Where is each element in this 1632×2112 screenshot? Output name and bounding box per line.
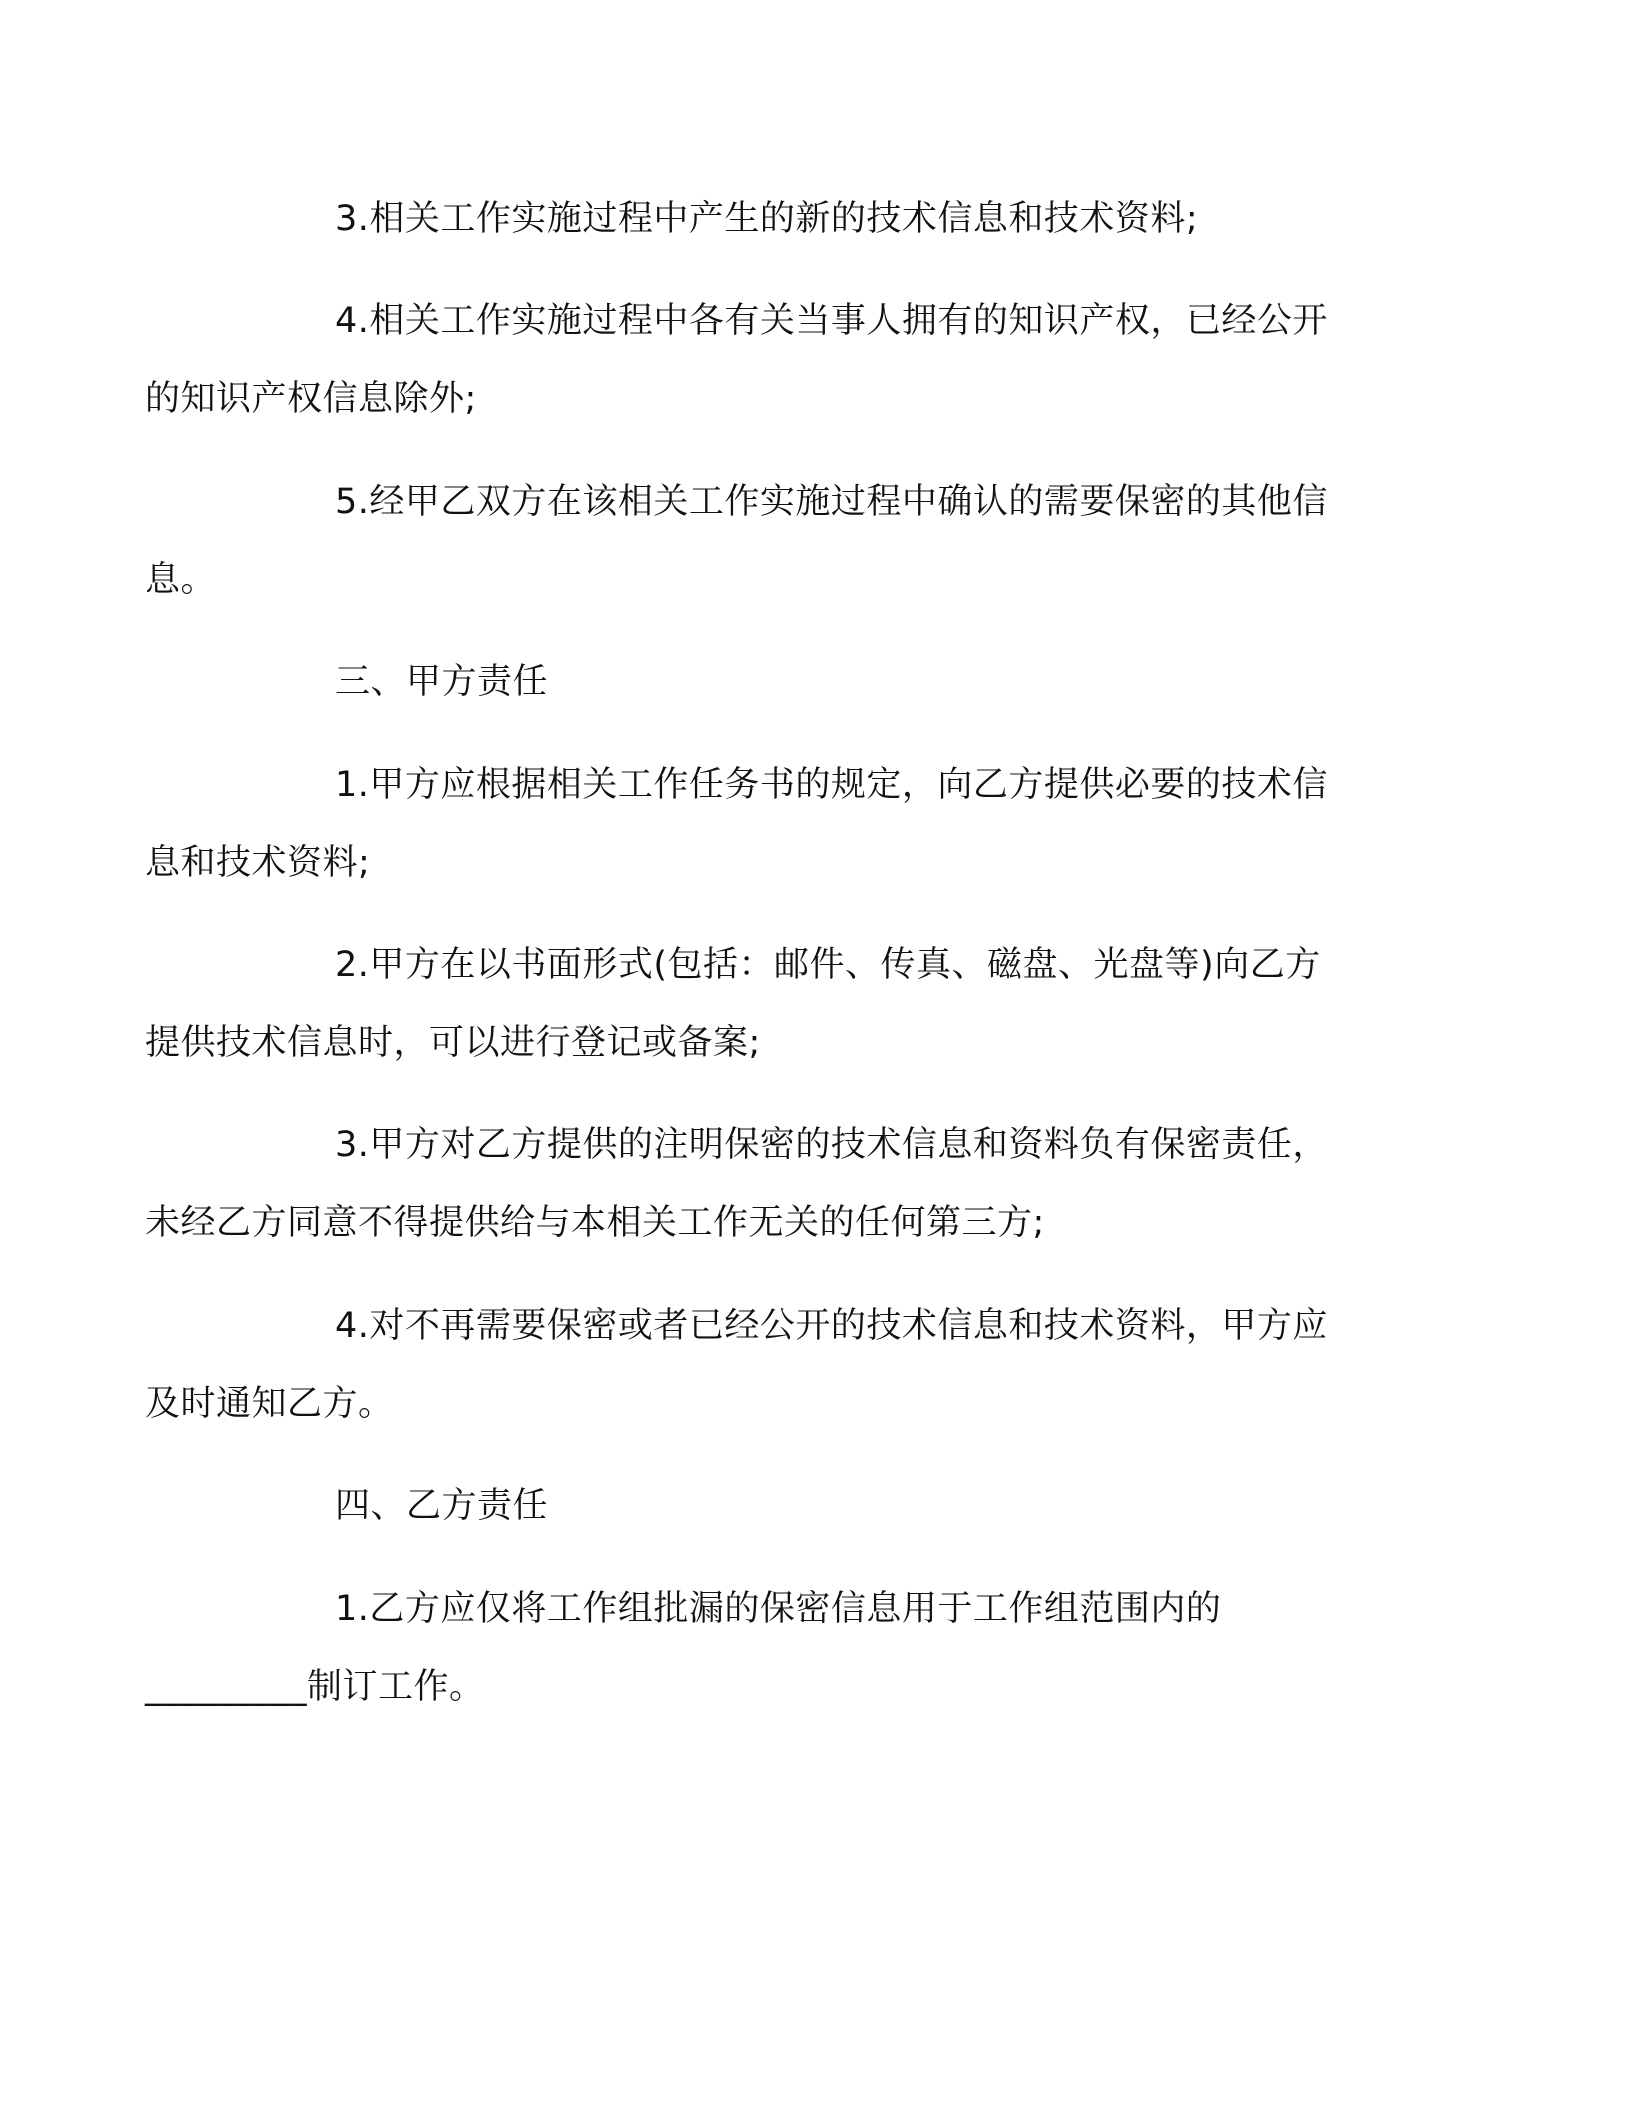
- text-line: 1.甲方应根据相关工作任务书的规定，向乙方提供必要的技术信: [335, 765, 1328, 805]
- text-line: 息和技术资料;: [145, 843, 371, 883]
- paragraph-b-1: [145, 1570, 1370, 1726]
- text-line: 4.对不再需要保密或者已经公开的技术信息和技术资料，甲方应: [335, 1306, 1328, 1346]
- text-line: 2.甲方在以书面形式(包括：邮件、传真、磁盘、光盘等)向乙方: [335, 945, 1321, 985]
- text-line: _________制订工作。: [145, 1667, 485, 1707]
- text-line: 3.甲方对乙方提供的注明保密的技术信息和资料负有保密责任，: [335, 1125, 1328, 1165]
- text-line: 3.相关工作实施过程中产生的新的技术信息和技术资料;: [335, 199, 1199, 239]
- text-line: 1.乙方应仅将工作组批漏的保密信息用于工作组范围内的: [335, 1589, 1222, 1629]
- paragraph-a-2: [145, 926, 1370, 1082]
- section-heading-party-a: [240, 643, 1370, 721]
- text-line: 4.相关工作实施过程中各有关当事人拥有的知识产权，已经公开: [335, 301, 1328, 341]
- text-line: 四、乙方责任: [335, 1486, 549, 1526]
- text-line: 未经乙方同意不得提供给与本相关工作无关的任何第三方;: [145, 1203, 1045, 1243]
- text-line: 的知识产权信息除外;: [145, 379, 477, 419]
- paragraph-a-1: [145, 746, 1370, 902]
- paragraph-a-4: [145, 1287, 1370, 1443]
- text-line: 息。: [145, 560, 217, 600]
- paragraph-a-3: [145, 1106, 1370, 1262]
- text-line: 5.经甲乙双方在该相关工作实施过程中确认的需要保密的其他信: [335, 482, 1328, 522]
- section-heading-party-b: [240, 1467, 1370, 1545]
- paragraph-item-4: [145, 282, 1370, 438]
- paragraph-item-5: [145, 463, 1370, 619]
- text-line: 提供技术信息时，可以进行登记或备案;: [145, 1023, 761, 1063]
- text-line: 及时通知乙方。: [145, 1384, 394, 1424]
- text-line: 三、甲方责任: [335, 662, 549, 702]
- paragraph-item-3: [240, 180, 1370, 258]
